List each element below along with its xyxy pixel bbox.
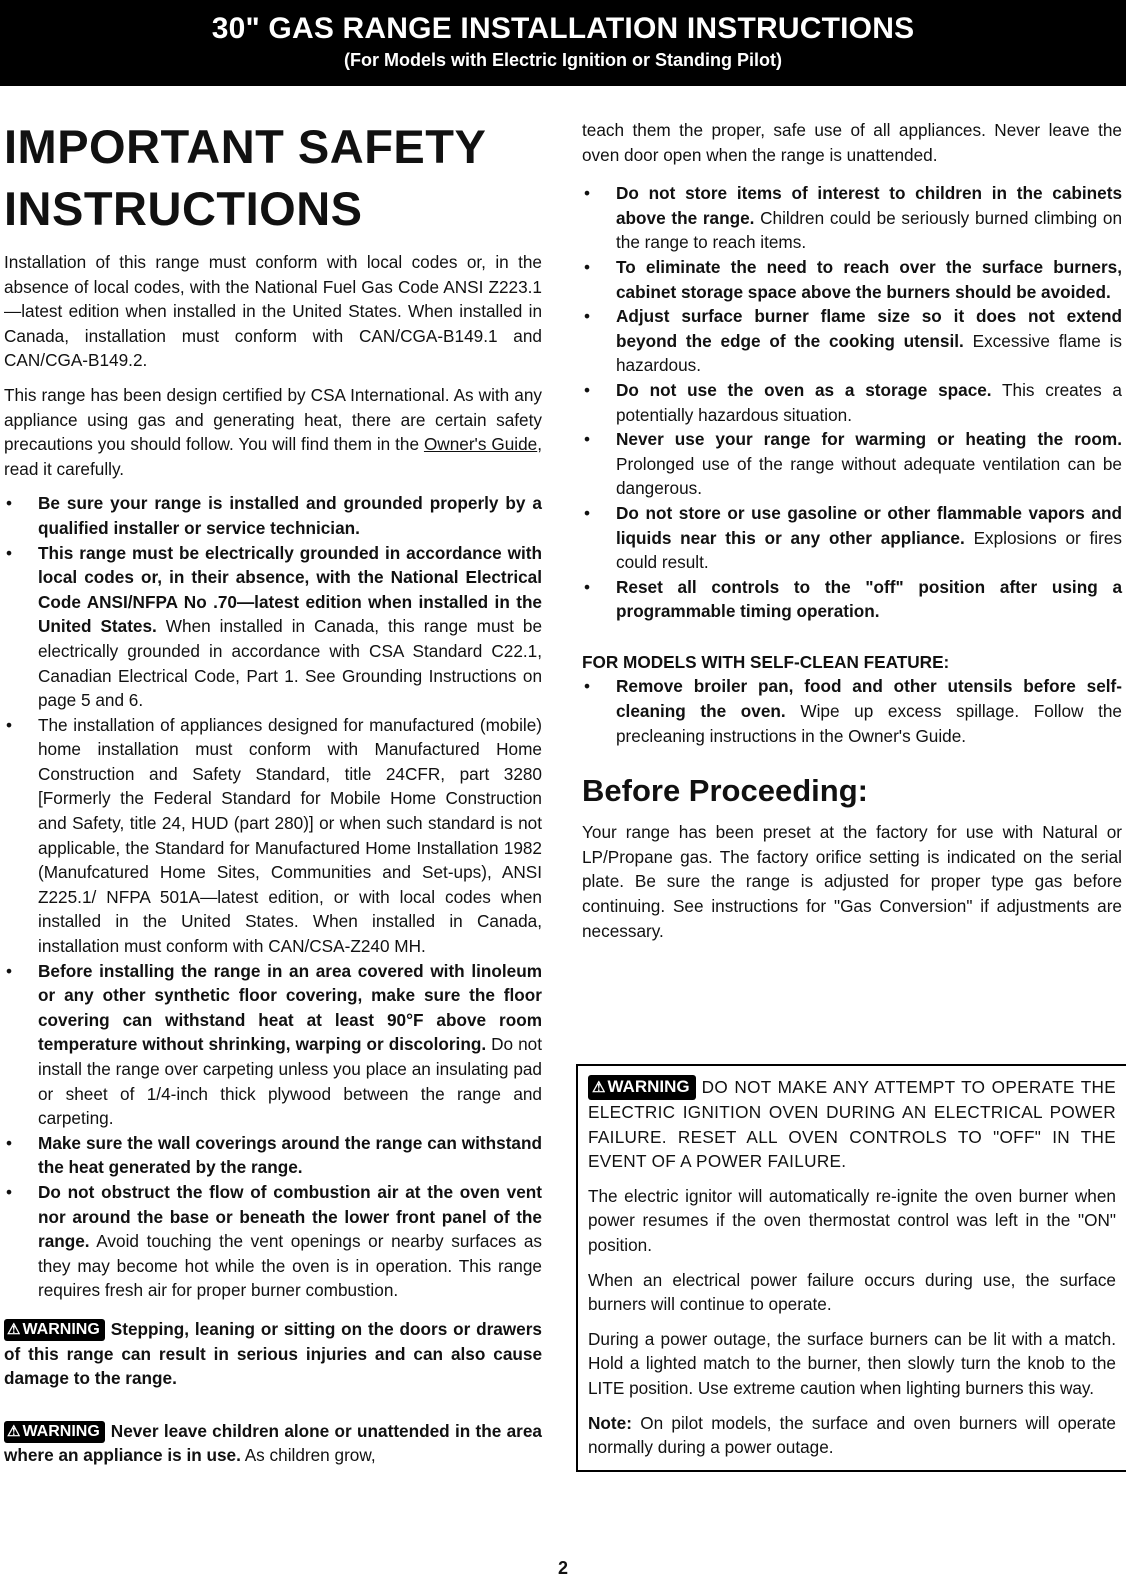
- bullet-icon: •: [584, 379, 591, 400]
- bullet-icon: •: [584, 429, 591, 450]
- list-item: [582, 255, 1122, 304]
- list-item: [4, 491, 542, 540]
- bullet-icon: •: [584, 306, 591, 327]
- warnbox-paragraph-1: The electric ignitor will automatically re-ignite the oven burner when power resumes if the oven thermostat control was left in the "ON" position.: [588, 1185, 1116, 1255]
- bullet-bold: Adjust surface burner flame size so it does not extend beyond the edge of the cooking utensil.: [616, 306, 1122, 351]
- warnbox-paragraph-3: During a power outage, the surface burners can be lit with a match. Hold a lighted match to the burner, then slowly turn the knob to the LITE position. Use extreme caution when lighting burners this way.: [588, 1328, 1116, 1398]
- bullet-icon: •: [6, 1132, 13, 1153]
- heading-line-2: INSTRUCTIONS: [4, 182, 363, 235]
- bullet-bold: Be sure your range is installed and grounded properly by a qualified installer or service technician.: [38, 493, 542, 538]
- list-item: [4, 959, 542, 1131]
- bullet-text: Do not install the range over carpeting unless you place an insulating pad or sheet of 1/4-inch thick plywood between the range and carpeting.: [38, 1034, 542, 1129]
- list-item: [582, 575, 1122, 624]
- list-item: [582, 674, 1122, 748]
- bullet-text: Wipe up excess spillage. Follow the precleaning instructions in the Owner's Guide.: [616, 701, 1122, 746]
- bullet-icon: •: [584, 183, 591, 204]
- bullet-text: When installed in Canada, this range must be electrically grounded in accordance with CSA Standard C22.1, Canadian Electrical Code, Part 1. See Grounding Instructions on page 5 and 6.: [38, 616, 542, 711]
- bullet-text: Explosions or fires could result.: [616, 527, 1122, 573]
- bullet-bold: Make sure the wall coverings around the range can withstand the heat generated by the range.: [38, 1132, 542, 1178]
- continuation-paragraph: teach them the proper, safe use of all appliances. Never leave the oven door open when the range is unattended.: [582, 120, 1122, 165]
- before-proceeding-heading: Before Proceeding:: [582, 773, 868, 809]
- list-item: [4, 541, 542, 713]
- bullet-icon: •: [584, 676, 591, 697]
- list-item: [4, 1180, 542, 1303]
- list-item: [582, 427, 1122, 501]
- intro2-after: , read it carefully.: [4, 434, 542, 479]
- bullet-bold: Never use your range for warming or heating the room.: [616, 429, 1122, 450]
- bullet-icon: •: [584, 502, 591, 523]
- list-item: [582, 181, 1122, 255]
- header-banner: [0, 0, 1126, 86]
- list-item: [582, 304, 1122, 378]
- bullet-bold: Remove broiler pan, food and other utensils before self-cleaning the oven.: [616, 676, 1122, 722]
- warning-text: As children grow,: [240, 1445, 376, 1466]
- bullet-icon: •: [6, 542, 13, 563]
- bullet-bold: Do not use the oven as a storage space.: [616, 379, 992, 400]
- warning-triangle-icon: ⚠: [7, 1422, 21, 1440]
- power-failure-warning-box: [576, 1064, 1126, 1472]
- document-subtitle: (For Models with Electric Ignition or Standing Pilot): [344, 50, 782, 70]
- intro-paragraph-1: Installation of this range must conform with local codes or, in the absence of local codes, with the National Fuel Gas Code ANSI Z223.1—latest edition when installed in the United States. When installed in Canada, installation must conform with CAN/CGA-B149.1 and CAN/CGA-B149.2.: [4, 252, 542, 371]
- bullet-text: Avoid touching the vent openings or nearby surfaces as they may become hot while the oven is in operation. This range requires fresh air for proper burner combustion.: [38, 1231, 542, 1301]
- warning-text: Stepping, leaning or sitting on the doors or drawers of this range can result in serious injuries and can also cause damage to the range.: [4, 1318, 542, 1389]
- bullet-text: The installation of appliances designed for manufactured (mobile) home installation must conform with Manufactured Home Construction and Safety Standard, title 24CFR, part 3280 [Formerly the Federal Standard for Mobile Home Construction and Safety, title 24, HUD (part 280)] or when such standard is not applicable, the Standard for Manufactured Home Installation 1982 (Manufcatured Home Sites, Communities and Set-ups), ANSI Z225.1/ NFPA 501A—latest edition, or with local codes when installed in the United States. When installed in Canada, installation must conform with CAN/CSA-Z240 MH.: [38, 714, 542, 957]
- warning-caps-text: DO NOT MAKE ANY ATTEMPT TO OPERATE THE ELECTRIC IGNITION OVEN DURING AN ELECTRICAL POWER FAILURE. RESET ALL OVEN CONTROLS TO "OFF" IN THE EVENT OF A POWER FAILURE.: [588, 1077, 1116, 1172]
- list-item: [582, 378, 1122, 427]
- before-proceeding-paragraph: Your range has been preset at the factory for use with Natural or LP/Propane gas. The factory orifice setting is indicated on the serial plate. Be sure the range is adjusted for proper type gas before continuing. See instructions for "Gas Conversion" if adjustments are necessary.: [582, 822, 1122, 941]
- self-clean-heading: FOR MODELS WITH SELF-CLEAN FEATURE:: [582, 651, 950, 672]
- document-title: 30" GAS RANGE INSTALLATION INSTRUCTIONS: [211, 12, 915, 45]
- bullet-text: Prolonged use of the range without adequate ventilation can be dangerous.: [616, 453, 1122, 499]
- left-column: [4, 116, 542, 1478]
- warning-bold: Never leave children alone or unattended in the area where an appliance is in use.: [4, 1420, 542, 1466]
- warning-triangle-icon: ⚠: [7, 1320, 21, 1338]
- warnbox-caps-paragraph: [588, 1075, 1116, 1174]
- warning-stepping: [4, 1317, 542, 1391]
- bullet-bold: Before installing the range in an area covered with linoleum or any other synthetic floor covering, make sure the floor covering can withstand heat at least 90°F above room temperature without shrinking, warping or discoloring.: [38, 960, 542, 1055]
- page-number: 2: [557, 1558, 568, 1578]
- warning-triangle-icon: ⚠: [592, 1079, 606, 1096]
- bullet-icon: •: [6, 714, 13, 735]
- bullet-icon: •: [6, 493, 13, 514]
- bullet-icon: •: [6, 960, 13, 981]
- list-item: [4, 1131, 542, 1180]
- bullet-text: This creates a potentially hazardous situation.: [616, 379, 1122, 425]
- warnbox-note: [588, 1411, 1116, 1460]
- self-clean-list: [582, 674, 1122, 748]
- bullet-bold: Reset all controls to the "off" position after using a programmable timing operation.: [616, 576, 1122, 622]
- bullet-bold: To eliminate the need to reach over the surface burners, cabinet storage space above the burners should be avoided.: [616, 256, 1122, 302]
- right-column: [582, 118, 1122, 953]
- owners-guide-reference: Owner's Guide: [423, 434, 538, 455]
- bullet-bold: This range must be electrically grounded in accordance with local codes or, in their absence, with the National Electrical Code ANSI/NFPA No .70—latest edition when installed in the United States.: [38, 542, 542, 637]
- bullet-bold: Do not store items of interest to children in the cabinets above the range.: [616, 183, 1122, 228]
- intro2-before: This range has been design certified by CSA International. As with any appliance using gas and generating heat, there are certain safety precautions you should follow. You will find them in the: [4, 384, 542, 455]
- warnbox-paragraph-2: When an electrical power failure occurs during use, the surface burners will continue to operate.: [588, 1269, 1116, 1315]
- bullet-text: Excessive flame is hazardous.: [616, 330, 1122, 376]
- warning-children: [4, 1419, 542, 1468]
- bullet-icon: •: [584, 576, 591, 597]
- warning-badge: [4, 1421, 105, 1443]
- list-item: [582, 501, 1122, 575]
- warning-badge-label: WARNING: [22, 1320, 100, 1338]
- warning-badge: [4, 1319, 105, 1341]
- bullet-bold: Do not obstruct the flow of combustion air at the oven vent nor around the base or beneath the lower front panel of the range.: [38, 1181, 542, 1252]
- warning-badge-label: WARNING: [607, 1077, 690, 1096]
- note-text: On pilot models, the surface and oven burners will operate normally during a power outage.: [588, 1412, 1116, 1458]
- heading-line-1: IMPORTANT SAFETY: [4, 120, 487, 173]
- safety-bullet-list: [4, 491, 542, 1303]
- bullet-text: Children could be seriously burned climbing on the range to reach items.: [616, 207, 1123, 253]
- list-item: [4, 713, 542, 959]
- section-heading-safety: [4, 116, 542, 240]
- intro-paragraph-2: [4, 383, 542, 481]
- safety-bullet-list-2: [582, 181, 1122, 624]
- bullet-icon: •: [6, 1181, 13, 1202]
- bullet-icon: •: [584, 256, 591, 277]
- bullet-bold: Do not store or use gasoline or other flammable vapors and liquids near this or any other appliance.: [616, 502, 1122, 548]
- warning-badge: [588, 1075, 696, 1100]
- note-label: Note:: [588, 1412, 632, 1433]
- warning-badge-label: WARNING: [22, 1422, 100, 1440]
